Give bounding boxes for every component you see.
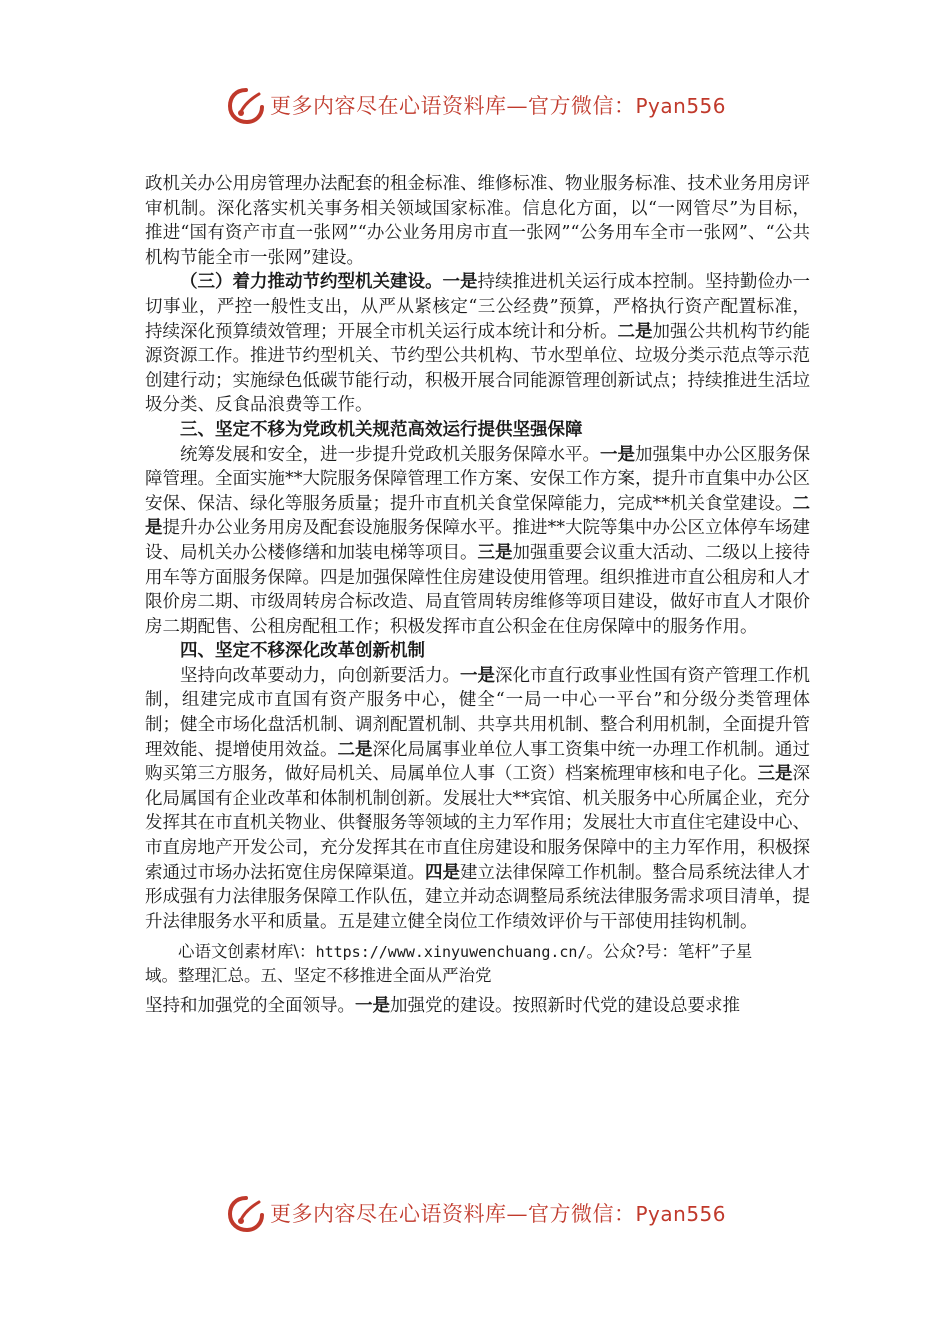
paragraph-3: [145, 443, 810, 640]
text-run: 深化市直行政事业性国有资产管理工作机制，组建完成市直国有资产服务中心，健全“一局一中心一平台”和分级分类管理体制；健全市场化盘活机制、调剂配置机制、共享共用机制、整合利用机制，全面提升管理效能、提增使用效益。: [145, 665, 810, 760]
text-run: 加强党的建设。按照新时代党的建设总要求推: [390, 996, 740, 1017]
text-run: 深化局属国有企业改革和体制机制创新。发展壮大**宾馆、机关服务中心所属企业，充分发挥其在市直机关物业、供餐服务等领域的主力军作用；发展壮大市直住宅建设中心、市直房地产开发公司，充分发挥其在市直住房建设和服务保障中的主力军作用，积极探索通过市场办法拓宽住房保障渠道。: [145, 764, 810, 883]
section-heading-3: 三、坚定不移为党政机关规范高效运行提供坚强保障: [180, 419, 583, 440]
text-run: 坚持和加强党的全面领导。: [145, 996, 355, 1017]
banner-inner: [226, 1194, 726, 1234]
subheading-3: （三）着力推动节约型机关建设。: [180, 272, 443, 293]
source-url[interactable]: https://www.xinyuwenchuang.cn/: [315, 943, 587, 962]
banner-inner: [226, 86, 726, 126]
keyword: 二是: [337, 739, 373, 760]
text-run: 持续推进机关运行成本控制。坚持勤俭办一切事业，严控一般性支出，从严从紧核定“三公经费”预算，严格执行资产配置标准，持续深化预算绩效管理；开展全市机关运行成本统计和分析。: [145, 272, 810, 342]
brush-circle-logo-icon: [226, 1194, 266, 1234]
banner-handle: Pyan556: [635, 1202, 727, 1226]
keyword: 一是: [355, 996, 390, 1017]
keyword: 二是: [145, 493, 810, 539]
header-banner: [0, 80, 950, 130]
brush-circle-logo-icon: [226, 86, 266, 126]
keyword: 三是: [477, 542, 513, 563]
text-run: 坚持向改革要动力，向创新要活力。: [180, 665, 460, 686]
document-body: [145, 172, 810, 1019]
text-run: 建立法律保障工作机制。整合局系统法律人才形成强有力法律服务保障工作队伍，建立并动态调整局系统法律服务需求项目清单，提升法律服务水平和质量。五是建立健全岗位工作绩效评价与干部使用挂钩机制。: [145, 862, 810, 932]
paragraph-2: [145, 270, 810, 418]
section-heading-4: 四、坚定不移深化改革创新机制: [180, 641, 425, 662]
paragraph-1: 政机关办公用房管理办法配套的租金标准、维修标准、物业服务标准、技术业务用房评审机制。深化落实机关事务相关领域国家标准。信息化方面，以“一网管尽”为目标，推进“国有资产市直一张网”“办公业务用房市直一张网”“公务用车全市一张网”、“公共机构节能全市一张网”建设。: [145, 174, 810, 268]
banner-text: [270, 1194, 726, 1234]
text-run: 深化局属事业单位人事工资集中统一办理工作机制。通过购买第三方服务，做好局机关、局属单位人事（工资）档案梳理审核和电子化。: [145, 739, 810, 785]
source-note: [145, 940, 775, 988]
text-run: 加强集中办公区服务保障管理。全面实施**大院服务保障管理工作方案、安保工作方案，提升市直集中办公区安保、保洁、绿化等服务质量；提升市直机关食堂保障能力，完成**机关食堂建设。: [145, 444, 810, 514]
source-suffix: 。公众?号：笔杆”子星域。整理汇总。五、坚定不移推进全面从严治党: [145, 942, 753, 986]
text-run: 提升办公业务用房及配套设施服务保障水平。推进**大院等集中办公区立体停车场建设、局机关办公楼修缮和加装电梯等项目。: [145, 518, 810, 563]
keyword: 一是: [600, 444, 635, 465]
keyword: 四是: [425, 862, 460, 883]
keyword: 三是: [757, 764, 793, 785]
banner-handle: Pyan556: [635, 94, 727, 118]
banner-slogan: 更多内容尽在心语资料库—官方微信：: [270, 94, 636, 118]
text-run: 统筹发展和安全，进一步提升党政机关服务保障水平。: [180, 444, 600, 465]
banner-slogan: 更多内容尽在心语资料库—官方微信：: [270, 1202, 636, 1226]
text-run: 加强重要会议重大活动、二级以上接待用车等方面服务保障。四是加强保障性住房建设使用管理。组织推进市直公租房和人才限价房二期、市级周转房合标改造、局直管周转房维修等项目建设，做好市直人才限价房二期配售、公租房配租工作；积极发挥市直公积金在住房保障中的服务作用。: [145, 542, 810, 637]
banner-text: [270, 86, 726, 126]
keyword: 一是: [442, 272, 478, 293]
text-run: 加强公共机构节约能源资源工作。推进节约型机关、节约型公共机构、节水型单位、垃圾分类示范点等示范创建行动；实施绿色低碳节能行动，积极开展合同能源管理创新试点；持续推进生活垃圾分类、反食品浪费等工作。: [145, 321, 810, 416]
source-prefix: 心语文创素材库\：: [178, 942, 316, 962]
keyword: 二是: [617, 321, 653, 342]
paragraph-4: [145, 664, 810, 935]
paragraph-5: [145, 994, 810, 1019]
keyword: 一是: [460, 665, 495, 686]
footer-banner: [0, 1188, 950, 1238]
